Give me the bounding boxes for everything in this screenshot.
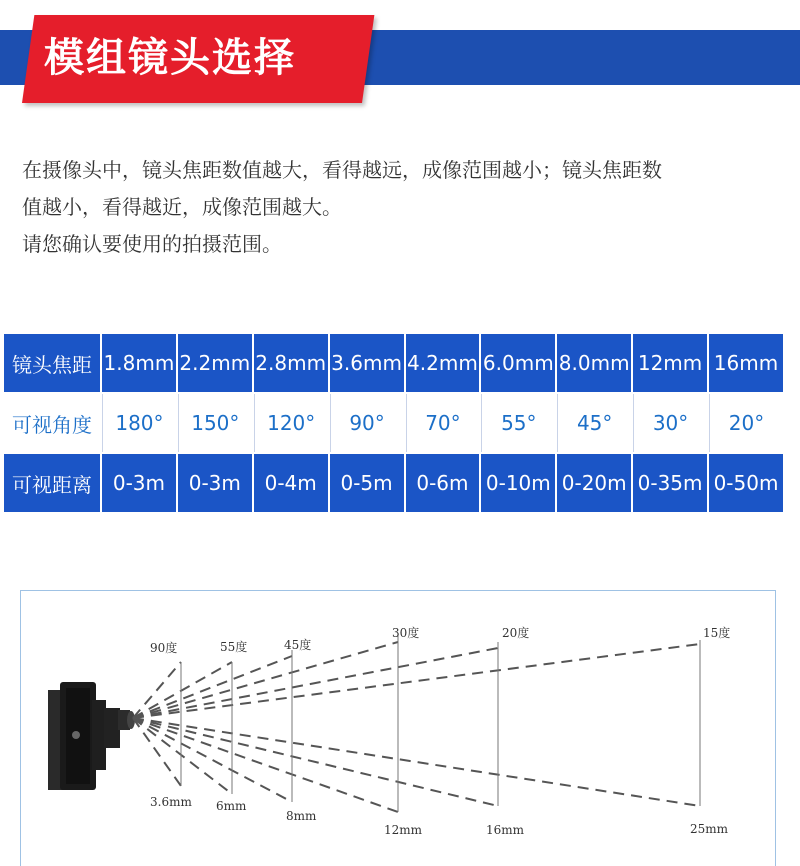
table-cell: 0-3m: [102, 454, 176, 512]
fov-line-55-top: [133, 662, 232, 718]
fov-line-20-top: [133, 648, 498, 718]
table-cell: 0-35m: [633, 454, 707, 512]
table-cell: 3.6mm: [330, 334, 404, 392]
table-cell: 0-20m: [557, 454, 631, 512]
intro-line: 请您确认要使用的拍摄范围。: [22, 232, 282, 256]
fov-line-20-bottom: [133, 718, 498, 806]
lens-label: 12mm: [384, 823, 423, 837]
fov-line-45-top: [133, 656, 292, 718]
table-cell: 0-3m: [178, 454, 252, 512]
table-cell: 120°: [254, 394, 328, 452]
row-label-view-distance: 可视距离: [4, 454, 100, 512]
table-cell: 4.2mm: [406, 334, 480, 392]
table-cell: 30°: [633, 394, 707, 452]
table-cell: 20°: [709, 394, 783, 452]
angle-label: 90度: [150, 641, 178, 655]
intro-line: 值越小，看得越近，成像范围越大。: [22, 195, 342, 219]
table-cell: 2.2mm: [178, 334, 252, 392]
table-cell: 0-10m: [481, 454, 555, 512]
table-cell: 45°: [557, 394, 631, 452]
table-cell: 2.8mm: [254, 334, 328, 392]
table-cell: 0-6m: [406, 454, 480, 512]
table-cell: 6.0mm: [481, 334, 555, 392]
table-cell: 1.8mm: [102, 334, 176, 392]
camera-module-icon: [48, 682, 135, 790]
page-title: 模组镜头选择: [44, 35, 296, 81]
table-cell: 8.0mm: [557, 334, 631, 392]
lens-label: 3.6mm: [150, 795, 192, 809]
table-cell: 90°: [330, 394, 404, 452]
row-label-focal-length: 镜头焦距: [4, 334, 100, 392]
table-cell: 16mm: [709, 334, 783, 392]
table-cell: 150°: [178, 394, 252, 452]
fov-lines: [133, 642, 700, 812]
fov-line-15-top: [133, 644, 700, 718]
intro-line: 在摄像头中，镜头焦距数值越大，看得越远，成像范围越小；镜头焦距数: [22, 158, 662, 182]
angle-label: 15度: [703, 626, 731, 640]
angle-label: 20度: [502, 626, 530, 640]
angle-label: 30度: [392, 626, 420, 640]
fov-line-55-bottom: [133, 718, 232, 794]
table-cell: 70°: [406, 394, 480, 452]
table-cell: 55°: [481, 394, 555, 452]
table-cell: 180°: [102, 394, 176, 452]
row-label-view-angle: 可视角度: [4, 394, 100, 452]
lens-label: 25mm: [690, 822, 729, 836]
angle-label: 45度: [284, 638, 312, 652]
table-cell: 0-5m: [330, 454, 404, 512]
table-cell: 12mm: [633, 334, 707, 392]
lens-label: 6mm: [216, 799, 247, 813]
lens-label: 8mm: [286, 809, 317, 823]
fov-range-markers: [181, 636, 700, 812]
table-cell: 0-50m: [709, 454, 783, 512]
table-cell: 0-4m: [254, 454, 328, 512]
angle-label: 55度: [220, 640, 248, 654]
lens-label: 16mm: [486, 823, 525, 837]
lens-labels: [150, 795, 729, 837]
